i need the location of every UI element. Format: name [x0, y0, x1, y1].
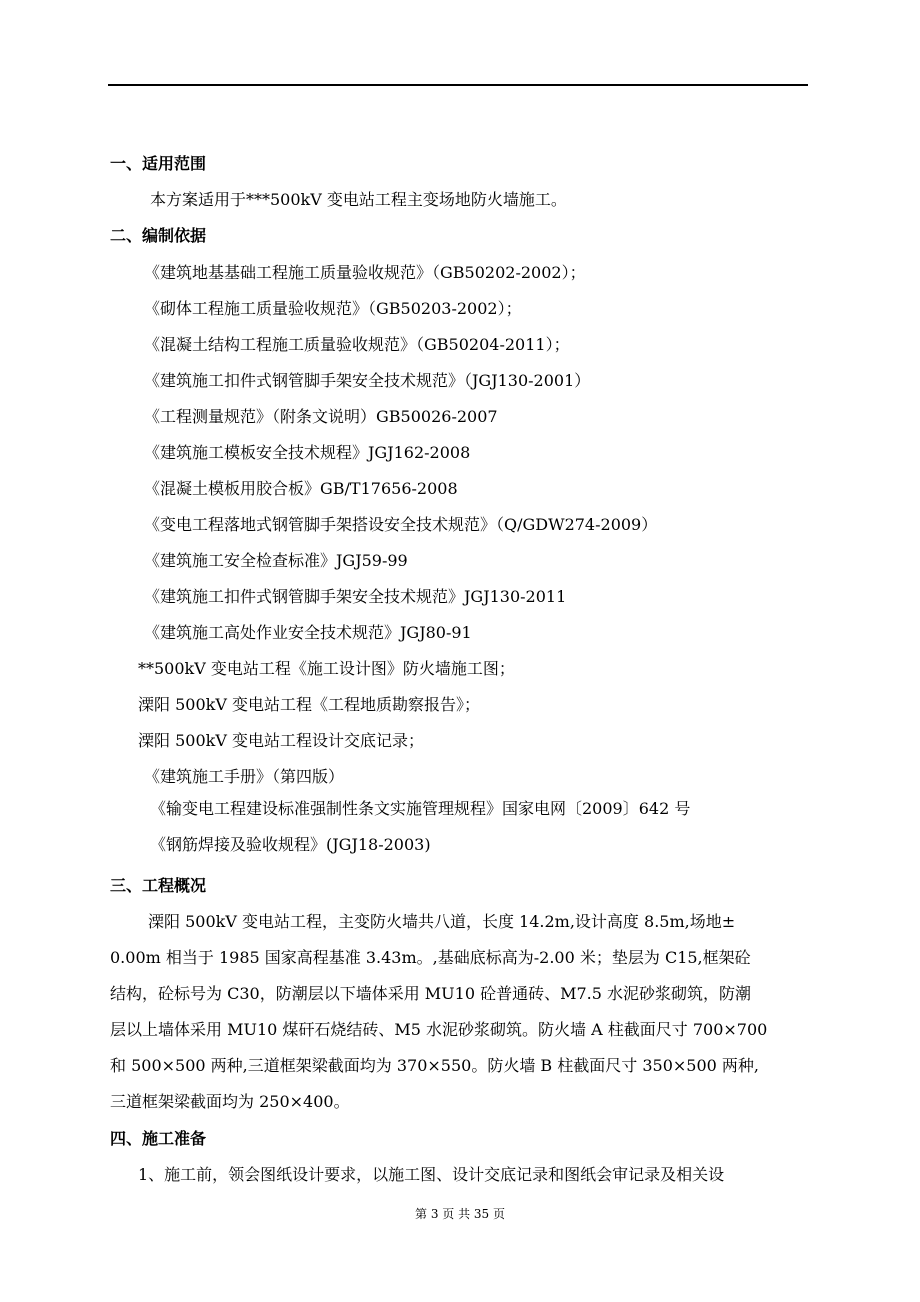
section-heading-basis: 二、编制依据	[110, 226, 207, 245]
section-heading-scope: 一、适用范围	[110, 154, 207, 173]
basis-item: 《建筑施工扣件式钢管脚手架安全技术规范》（JGJ130-2001）	[144, 371, 591, 390]
section-heading-overview: 三、工程概况	[110, 876, 207, 895]
basis-item: 《变电工程落地式钢管脚手架搭设安全技术规范》（Q/GDW274-2009）	[144, 515, 658, 534]
section-heading-preparation: 四、施工准备	[110, 1129, 207, 1148]
overview-line: 三道框架梁截面均为 250×400。	[110, 1092, 350, 1111]
basis-item: 《建筑施工模板安全技术规程》JGJ162-2008	[144, 443, 471, 462]
header-rule	[108, 84, 808, 86]
basis-item: 溧阳 500kV 变电站工程《工程地质勘察报告》；	[138, 695, 480, 714]
basis-item: 《建筑施工手册》（第四版）	[144, 767, 345, 786]
overview-line: 0.00m 相当于 1985 国家高程基准 3.43m。,基础底标高为-2.00 米；垫层为 C15,框架砼	[110, 948, 751, 967]
basis-item: 《建筑施工安全检查标准》JGJ59-99	[144, 551, 408, 570]
basis-item: 《砌体工程施工质量验收规范》（GB50203-2002）；	[144, 299, 522, 318]
basis-item: 《建筑地基基础工程施工质量验收规范》（GB50202-2002）；	[144, 263, 586, 282]
overview-line: 溧阳 500kV 变电站工程，主变防火墙共八道，长度 14.2m,设计高度 8.5m,场地±	[148, 912, 736, 931]
overview-paragraph	[110, 904, 814, 1120]
basis-item: 《建筑施工扣件式钢管脚手架安全技术规范》JGJ130-2011	[144, 587, 567, 606]
basis-item: 《输变电工程建设标准强制性条文实施管理规程》国家电网〔2009〕642 号	[150, 799, 691, 818]
basis-item: **500kV 变电站工程《施工设计图》防火墙施工图；	[138, 659, 515, 678]
basis-item: 《混凝土模板用胶合板》GB/T17656-2008	[144, 479, 458, 498]
basis-item: 《建筑施工高处作业安全技术规范》JGJ80-91	[144, 623, 472, 642]
overview-line: 层以上墙体采用 MU10 煤矸石烧结砖、M5 水泥砂浆砌筑。防火墙 A 柱截面尺寸 700×700	[110, 1020, 768, 1039]
basis-item: 《钢筋焊接及验收规程》(JGJ18-2003)	[150, 835, 431, 854]
page-number: 第 3 页 共 35 页	[415, 1207, 505, 1221]
scope-text: 本方案适用于***500kV 变电站工程主变场地防火墙施工。	[150, 190, 567, 209]
basis-item: 《工程测量规范》（附条文说明）GB50026-2007	[144, 407, 498, 426]
overview-line: 结构，砼标号为 C30，防潮层以下墙体采用 MU10 砼普通砖、M7.5 水泥砂浆砌筑，防潮	[110, 984, 752, 1003]
basis-item: 溧阳 500kV 变电站工程设计交底记录；	[138, 731, 424, 750]
preparation-text: 1、施工前，领会图纸设计要求，以施工图、设计交底记录和图纸会审记录及相关设	[138, 1165, 725, 1184]
overview-line: 和 500×500 两种,三道框架梁截面均为 370×550。防火墙 B 柱截面尺寸 350×500 两种,	[110, 1056, 759, 1075]
basis-item: 《混凝土结构工程施工质量验收规范》（GB50204-2011）；	[144, 335, 570, 354]
